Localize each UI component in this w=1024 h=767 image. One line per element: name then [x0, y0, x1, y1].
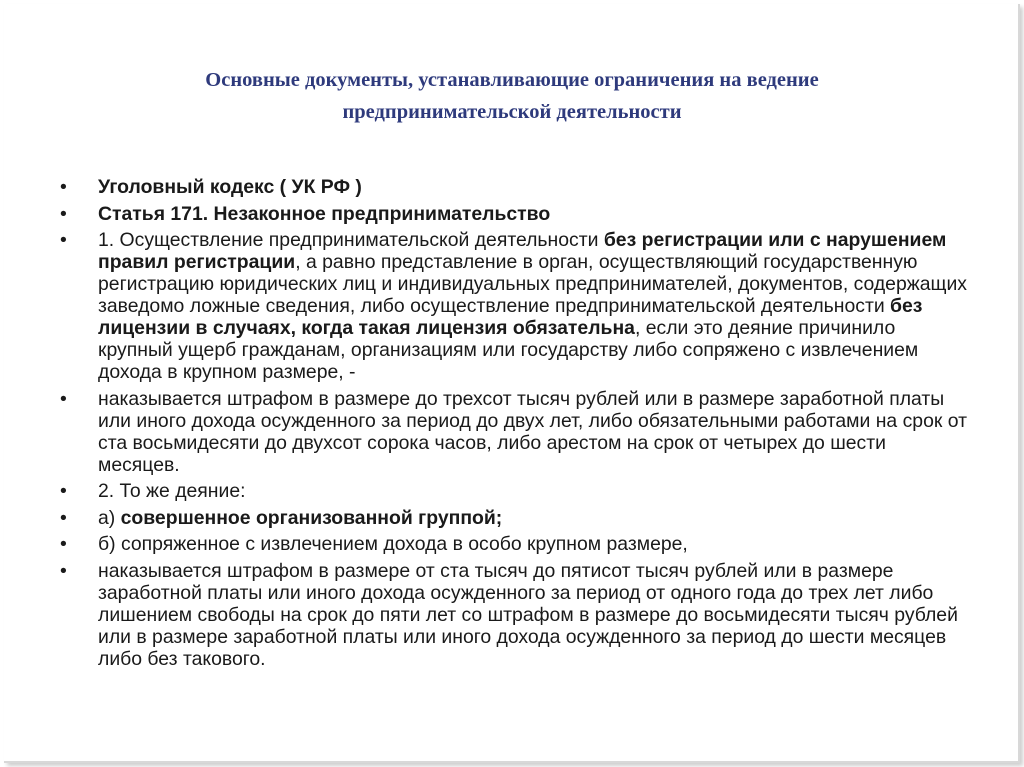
list-item-part1	[0, 229, 968, 383]
part1-text-a: 1. Осуществление предпринимательской деятельности	[98, 229, 604, 251]
part2b-text: б) сопряженное с извлечением дохода в особо крупном размере,	[98, 533, 688, 555]
code-name: Уголовный кодекс ( УК РФ )	[98, 176, 362, 198]
bullet-icon: •	[60, 506, 67, 529]
list-item-penalty1	[0, 388, 968, 476]
title-line-1: Основные документы, устанавливающие ограничения на ведение	[205, 69, 819, 91]
bullet-icon: •	[60, 229, 67, 251]
part2a-prefix: а)	[98, 506, 121, 529]
bullet-icon: •	[60, 533, 67, 555]
list-item-penalty2	[0, 560, 968, 670]
part1-text-c: , если это деяние причинило крупный ущерб гражданам, организациям или государству либо сопряжено с извлечением дохода в крупном размере, -	[98, 317, 919, 383]
title-line-2: предпринимательской деятельности	[342, 101, 682, 123]
list-item-code	[0, 176, 968, 198]
bullet-list	[0, 176, 1024, 674]
penalty2-text: наказывается штрафом в размере от ста тысяч до пятисот тысяч рублей или в размере заработной платы или иного дохода осужденного за период от одного года до трех лет либо лишением свободы на срок до пяти лет со штрафом в размере до восьмидесяти тысяч рублей или в размере заработной платы или иного дохода осужденного за период до шести месяцев либо без такового.	[98, 559, 958, 670]
part2a-bold: совершенное организованной группой;	[120, 506, 503, 529]
bullet-icon: •	[60, 387, 67, 410]
list-item-part2b	[0, 533, 968, 555]
part2-text: 2. То же деяние:	[98, 480, 246, 502]
penalty1-text: наказывается штрафом в размере до трехсот тысяч рублей или в размере заработной платы или иного дохода осужденного за период до двух лет, либо обязательными работами на срок от ста восьмидесяти до двухсот сорока часов, либо арестом на срок от четырех до шести месяцев.	[98, 387, 967, 476]
bullet-icon: •	[60, 559, 67, 582]
list-item-article	[0, 203, 968, 225]
slide-title	[0, 64, 1024, 128]
list-item-part2	[0, 480, 968, 502]
article-title: Статья 171. Незаконное предпринимательство	[98, 202, 551, 225]
bullet-icon: •	[60, 202, 67, 225]
part1-bold-a: без регистрации или с нарушением правил регистрации	[98, 229, 947, 273]
part1-text-b: , а равно представление в орган, осуществляющий государственную регистрацию юридических лиц и индивидуальных предпринимателей, документов, содержащих заведомо ложные сведения, либо осуществление предпринимательской деятельности	[98, 251, 967, 317]
list-item-part2a	[0, 507, 968, 529]
bullet-icon: •	[60, 480, 67, 502]
part1-bold-b: без лицензии в случаях, когда такая лицензия обязательна	[98, 295, 923, 339]
bullet-icon: •	[60, 176, 67, 198]
